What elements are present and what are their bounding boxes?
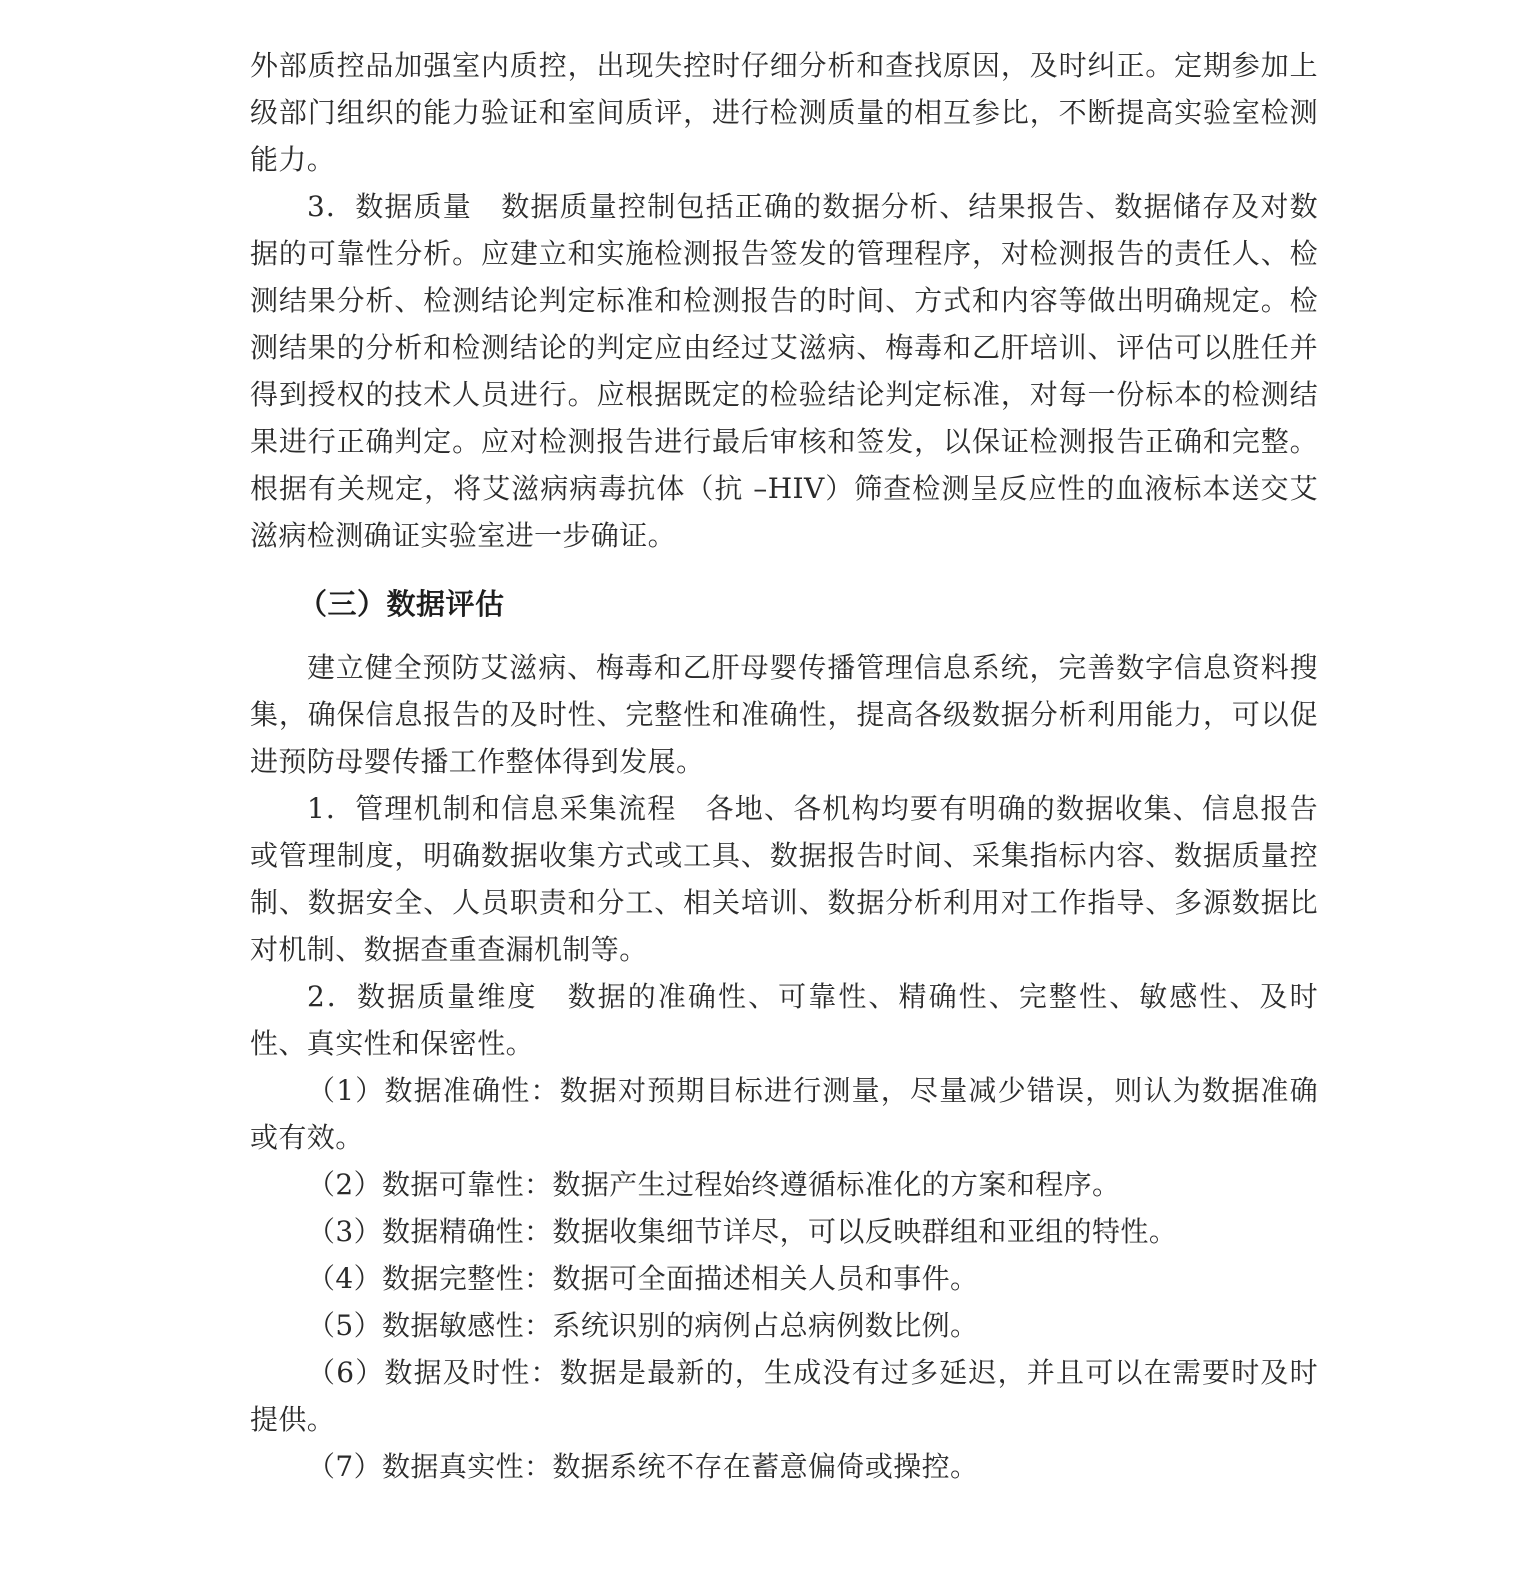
document-page (250, 42, 1318, 1490)
paragraph-quality-control-continuation: 外部质控品加强室内质控，出现失控时仔细分析和查找原因，及时纠正。定期参加上级部门组织的能力验证和室间质评，进行检测质量的相互参比，不断提高实验室检测能力。 (250, 49, 1318, 176)
list-item-data-authenticity: （7）数据真实性：数据系统不存在蓄意偏倚或操控。 (307, 1450, 979, 1483)
list-item-data-precision: （3）数据精确性：数据收集细节详尽，可以反映群组和亚组的特性。 (307, 1215, 1178, 1248)
list-item-data-reliability: （2）数据可靠性：数据产生过程始终遵循标准化的方案和程序。 (307, 1168, 1121, 1201)
paragraph-management-mechanism: 1．管理机制和信息采集流程 各地、各机构均要有明确的数据收集、信息报告或管理制度，明确数据收集方式或工具、数据报告时间、采集指标内容、数据质量控制、数据安全、人员职责和分工、相关培训、数据分析利用对工作指导、多源数据比对机制、数据查重查漏机制等。 (250, 792, 1318, 966)
list-item-data-sensitivity: （5）数据敏感性：系统识别的病例占总病例数比例。 (307, 1309, 979, 1342)
list-item-data-completeness: （4）数据完整性：数据可全面描述相关人员和事件。 (307, 1262, 979, 1295)
paragraph-information-system: 建立健全预防艾滋病、梅毒和乙肝母婴传播管理信息系统，完善数字信息资料搜集，确保信息报告的及时性、完整性和准确性，提高各级数据分析利用能力，可以促进预防母婴传播工作整体得到发展。 (250, 651, 1318, 778)
list-item-data-timeliness: （6）数据及时性：数据是最新的，生成没有过多延迟，并且可以在需要时及时提供。 (250, 1356, 1318, 1436)
list-item-data-accuracy: （1）数据准确性：数据对预期目标进行测量，尽量减少错误，则认为数据准确或有效。 (250, 1074, 1318, 1154)
section-heading-data-evaluation: （三）数据评估 (298, 587, 505, 621)
paragraph-data-quality-dimensions: 2．数据质量维度 数据的准确性、可靠性、精确性、完整性、敏感性、及时性、真实性和保密性。 (250, 980, 1318, 1060)
paragraph-data-quality: 3．数据质量 数据质量控制包括正确的数据分析、结果报告、数据储存及对数据的可靠性分析。应建立和实施检测报告签发的管理程序，对检测报告的责任人、检测结果分析、检测结论判定标准和检测报告的时间、方式和内容等做出明确规定。检测结果的分析和检测结论的判定应由经过艾滋病、梅毒和乙肝培训、评估可以胜任并得到授权的技术人员进行。应根据既定的检验结论判定标准，对每一份标本的检测结果进行正确判定。应对检测报告进行最后审核和签发，以保证检测报告正确和完整。根据有关规定，将艾滋病病毒抗体（抗 –HIV）筛查检测呈反应性的血液标本送交艾滋病检测确证实验室进一步确证。 (250, 190, 1318, 552)
